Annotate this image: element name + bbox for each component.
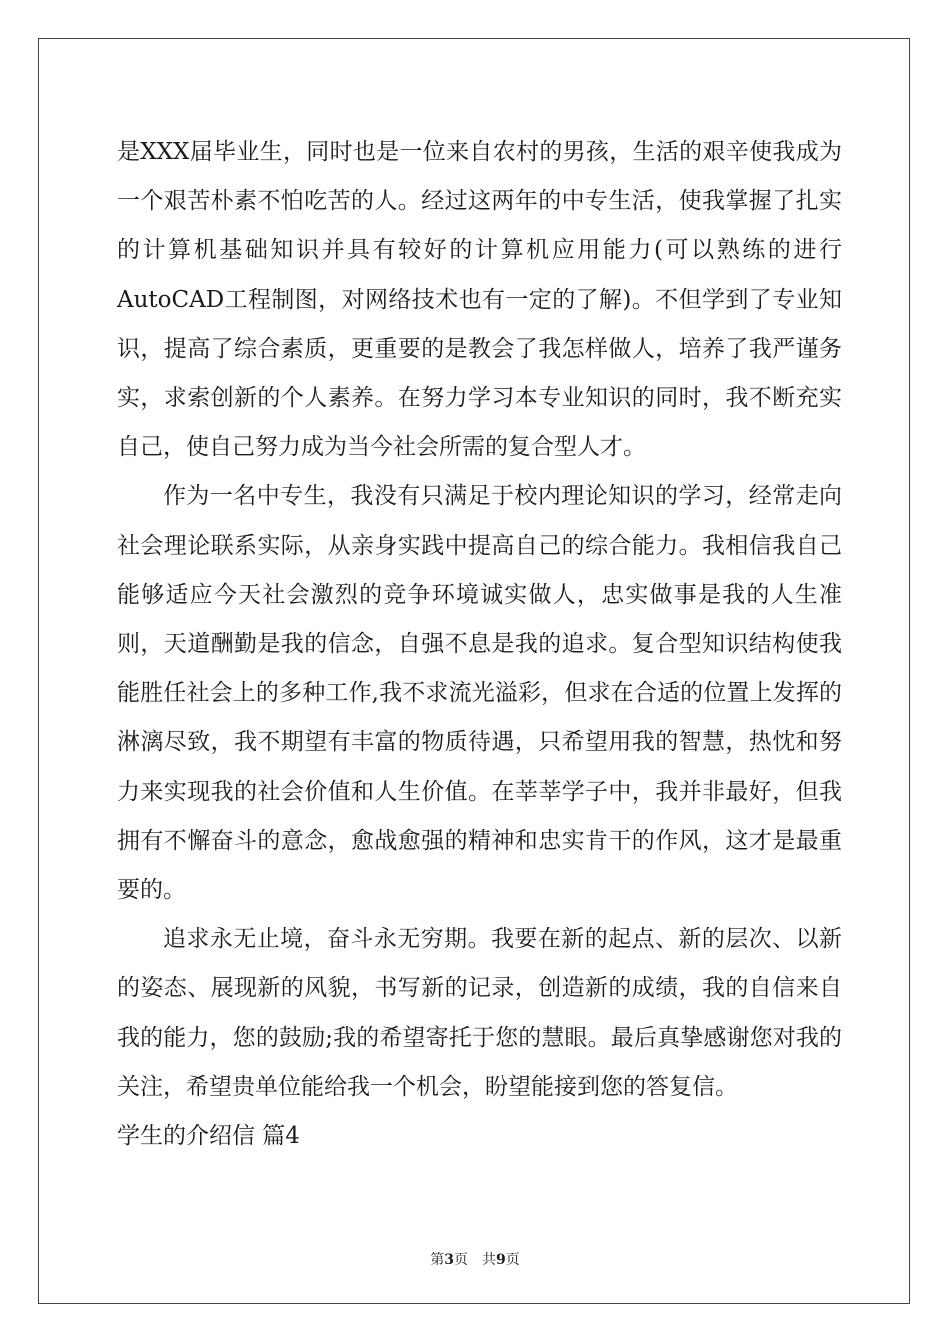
paragraph-2: 作为一名中专生，我没有只满足于校内理论知识的学习，经常走向社会理论联系实际，从亲身实践中提高自己的综合能力。我相信我自己能够适应今天社会激烈的竞争环境诚实做人，忠实做事是我的人生准则，天道酬勤是我的信念，自强不息是我的追求。复合型知识结构使我能胜任社会上的多种工作,我不求流光溢彩，但求在合适的位置上发挥的淋漓尽致，我不期望有丰富的物质待遇，只希望用我的智慧，热忱和努力来实现我的社会价值和人生价值。在莘莘学子中，我并非最好，但我拥有不懈奋斗的意念，愈战愈强的精神和忠实肯干的作风，这才是最重要的。 xyxy=(117,483,842,904)
total-prefix: 共 xyxy=(482,1252,496,1268)
page-footer xyxy=(0,1249,950,1269)
document-body xyxy=(117,128,842,1161)
paragraph-1: 是XXX届毕业生，同时也是一位来自农村的男孩，生活的艰辛使我成为一个艰苦朴素不怕吃苦的人。经过这两年的中专生活，使我掌握了扎实的计算机基础知识并具有较好的计算机应用能力(可以熟练的进行AutoCAD工程制图，对网络技术也有一定的了解)。不但学到了专业知识，提高了综合素质，更重要的是教会了我怎样做人，培养了我严谨务实，求索创新的个人素养。在努力学习本专业知识的同时，我不断充实自己，使自己努力成为当今社会所需的复合型人才。 xyxy=(117,139,842,461)
section-heading: 学生的介绍信 篇4 xyxy=(117,1123,300,1150)
current-page-number: 3 xyxy=(444,1252,454,1268)
total-suffix: 页 xyxy=(505,1252,520,1268)
total-pages-number: 9 xyxy=(496,1252,506,1268)
page-prefix: 第 xyxy=(430,1252,445,1268)
paragraph-3: 追求永无止境，奋斗永无穷期。我要在新的起点、新的层次、以新的姿态、展现新的风貌，书写新的记录，创造新的成绩，我的自信来自我的能力，您的鼓励;我的希望寄托于您的慧眼。最后真挚感谢您对我的关注，希望贵单位能给我一个机会，盼望能接到您的答复信。 xyxy=(117,926,842,1100)
page-suffix: 页 xyxy=(454,1252,468,1268)
